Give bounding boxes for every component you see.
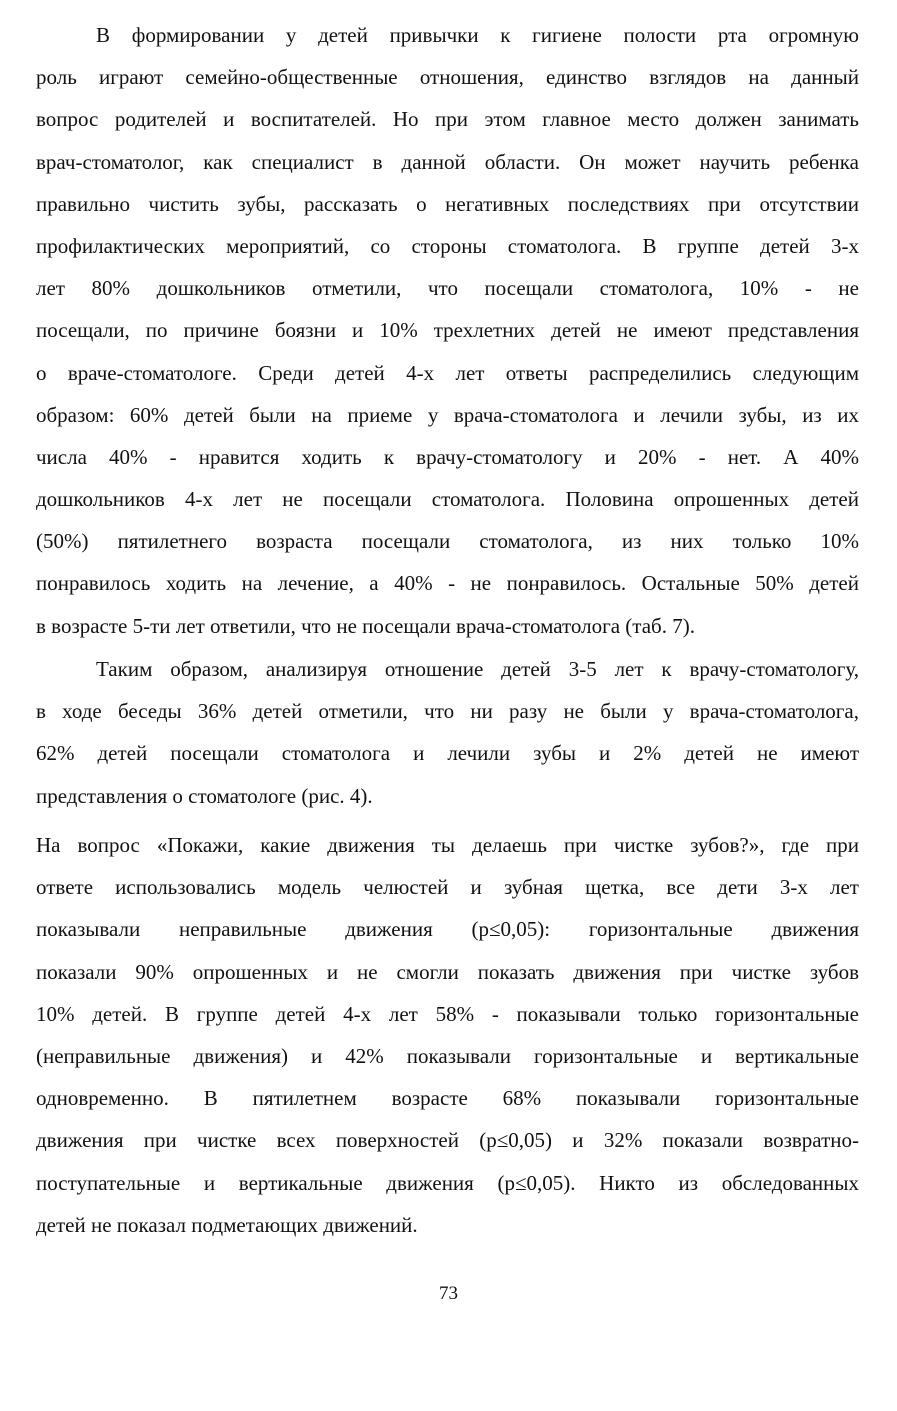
text-line: 62% детей посещали стоматолога и лечили зубы и 2% детей не имеют (36, 741, 859, 766)
text-line: вопрос родителей и воспитателей. Но при этом главное место должен занимать (36, 107, 859, 132)
text-line: роль играют семейно-общественные отношения, единство взглядов на данный (36, 65, 859, 90)
text-line: 10% детей. В группе детей 4-х лет 58% - показывали только горизонтальные (36, 1001, 859, 1026)
text-line: в ходе беседы 36% детей отметили, что ни разу не были у врача-стоматолога, (36, 699, 859, 724)
text-line: (50%) пятилетнего возраста посещали стоматолога, из них только 10% (36, 529, 859, 554)
text-line: ответе использовались модель челюстей и зубная щетка, все дети 3-х лет (36, 875, 859, 900)
text-line: На вопрос «Покажи, какие движения ты делаешь при чистке зубов?», где при (36, 833, 859, 857)
page-number: 73 (439, 1283, 458, 1304)
text-line: показали 90% опрошенных и не смогли показать движения при чистке зубов (36, 959, 859, 984)
text-line: показывали неправильные движения (р≤0,05): горизонтальные движения (36, 917, 859, 942)
text-line: Таким образом, анализируя отношение детей 3-5 лет к врачу-стоматологу, (96, 657, 859, 681)
text-line: врач-стоматолог, как специалист в данной области. Он может научить ребенка (36, 149, 859, 174)
text-line: понравилось ходить на лечение, а 40% - не понравилось. Остальные 50% детей (36, 571, 859, 596)
text-line: одновременно. В пятилетнем возрасте 68% показывали горизонтальные (36, 1086, 859, 1111)
text-line: (неправильные движения) и 42% показывали горизонтальные и вертикальные (36, 1043, 859, 1068)
text-line: дошкольников 4-х лет не посещали стоматолога. Половина опрошенных детей (36, 487, 859, 512)
text-line: правильно чистить зубы, рассказать о негативных последствиях при отсутствии (36, 191, 859, 216)
text-line: поступательные и вертикальные движения (р≤0,05). Никто из обследованных (36, 1170, 859, 1195)
text-line: представления о стоматологе (рис. 4). (36, 783, 373, 808)
paragraph-dentist-visits-by-age (36, 14, 859, 647)
text-line: образом: 60% детей были на приеме у врача-стоматолога и лечили зубы, из их (36, 402, 859, 427)
text-line: в возрасте 5-ти лет ответили, что не посещали врача-стоматолога (таб. 7). (36, 613, 695, 638)
paragraph-summary-attitude (36, 648, 859, 817)
text-line: лет 80% дошкольников отметили, что посещали стоматолога, 10% - не (36, 276, 859, 301)
text-line: В формировании у детей привычки к гигиене полости рта огромную (96, 23, 859, 47)
text-line: о враче-стоматологе. Среди детей 4-х лет ответы распределились следующим (36, 360, 859, 385)
paragraph-brushing-movements (36, 824, 859, 1246)
text-line: детей не показал подметающих движений. (36, 1212, 418, 1237)
text-line: посещали, по причине боязни и 10% трехлетних детей не имеют представления (36, 318, 859, 343)
text-line: движения при чистке всех поверхностей (р≤0,05) и 32% показали возвратно- (36, 1128, 859, 1153)
text-line: числа 40% - нравится ходить к врачу-стоматологу и 20% - нет. А 40% (36, 444, 859, 469)
text-line: профилактических мероприятий, со стороны стоматолога. В группе детей 3-х (36, 233, 859, 258)
